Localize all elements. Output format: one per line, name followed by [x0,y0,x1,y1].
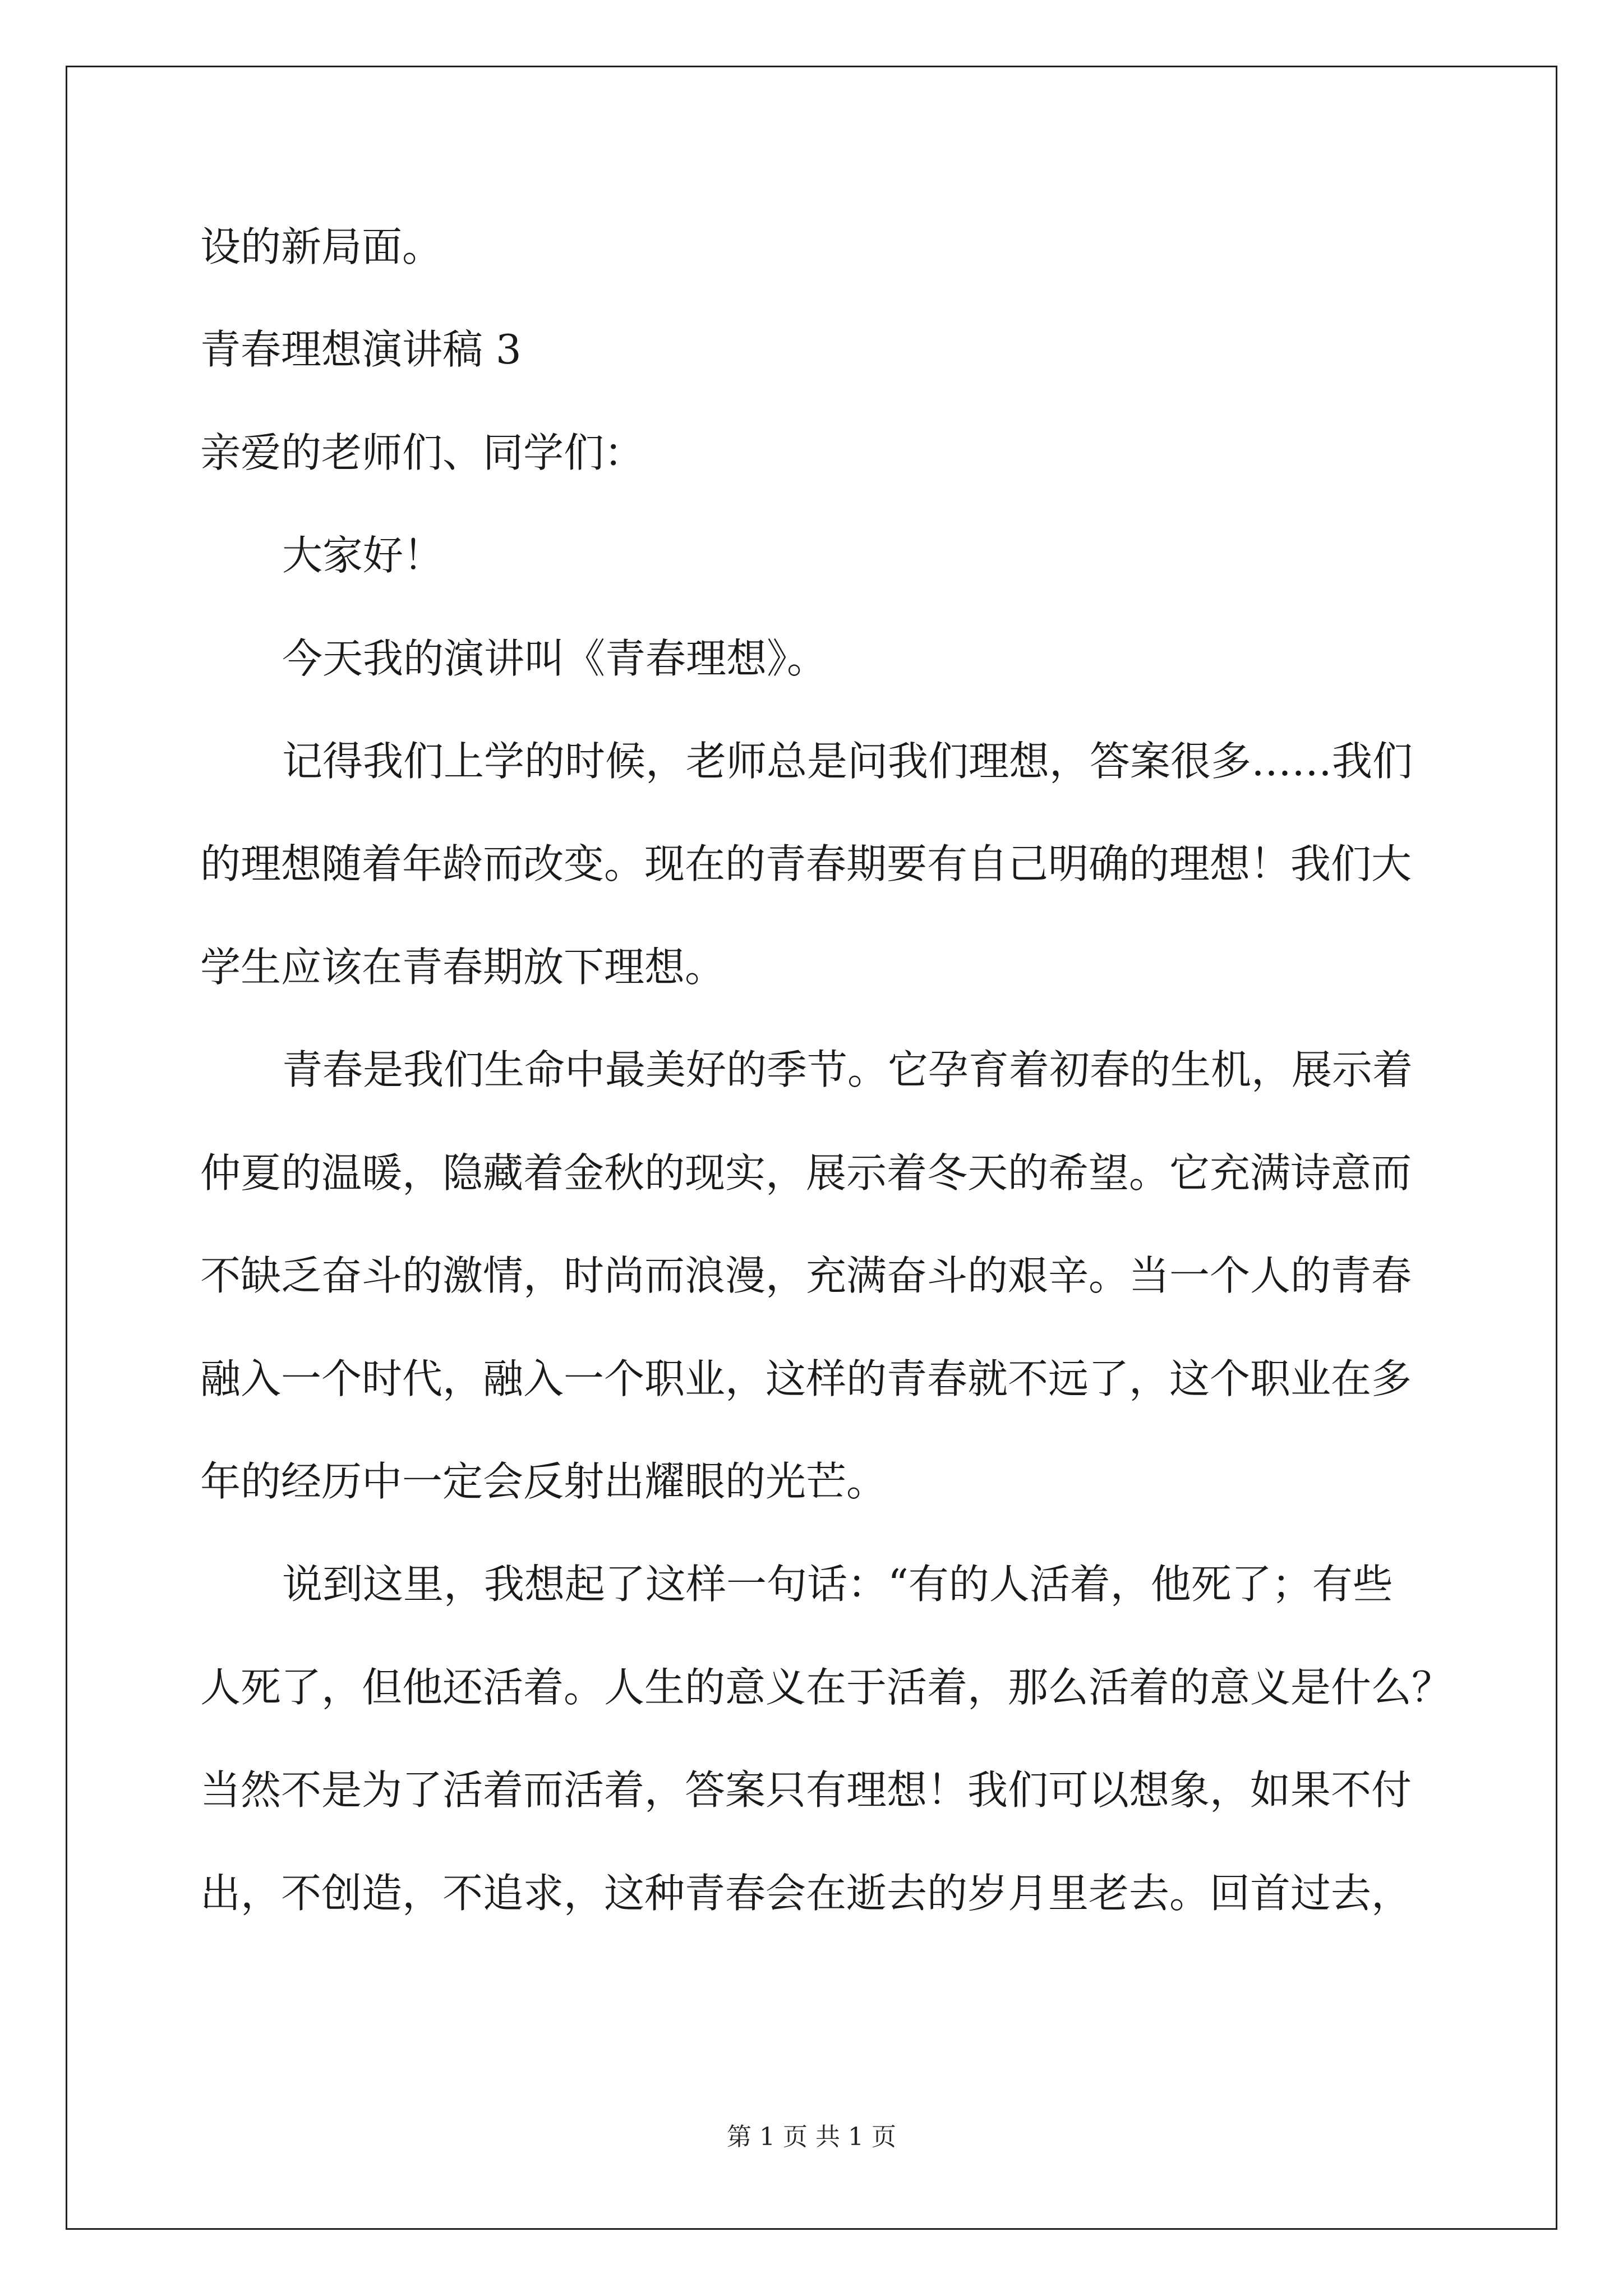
text-line: 不缺乏奋斗的激情，时尚而浪漫，充满奋斗的艰辛。当一个人的青春 [200,1252,1412,1299]
text-line: 仲夏的温暖，隐藏着金秋的现实，展示着冬天的希望。它充满诗意而 [200,1149,1412,1197]
text-line: 学生应该在青春期放下理想。 [200,944,726,991]
text-line: 记得我们上学的时候，老师总是问我们理想，答案很多……我们 [282,738,1413,785]
section-heading: 青春理想演讲稿 3 [200,326,522,373]
page-footer: 第 1 页 共 1 页 [727,2123,896,2151]
text-line: 当然不是为了活着而活着，答案只有理想！我们可以想象，如果不付 [200,1766,1412,1814]
text-line: 设的新局面。 [200,223,443,270]
text-line: 融入一个时代，融入一个职业，这样的青春就不远了，这个职业在多 [200,1355,1412,1402]
salutation: 亲爱的老师们、同学们： [200,429,645,476]
text-line: 的理想随着年龄而改变。现在的青春期要有自己明确的理想！我们大 [200,840,1412,887]
text-line: 青春是我们生命中最美好的季节。它孕育着初春的生机，展示着 [282,1046,1413,1093]
text-line: 年的经历中一定会反射出耀眼的光芒。 [200,1458,887,1505]
text-line: 人死了，但他还活着。人生的意义在于活着，那么活着的意义是什么？ [200,1664,1453,1711]
text-line: 出，不创造，不追求，这种青春会在逝去的岁月里老去。回首过去， [200,1870,1412,1917]
text-line: 今天我的演讲叫《青春理想》。 [282,635,828,682]
text-line: 说到这里，我想起了这样一句话：“有的人活着，他死了；有些 [282,1561,1393,1608]
greeting: 大家好！ [282,532,444,579]
